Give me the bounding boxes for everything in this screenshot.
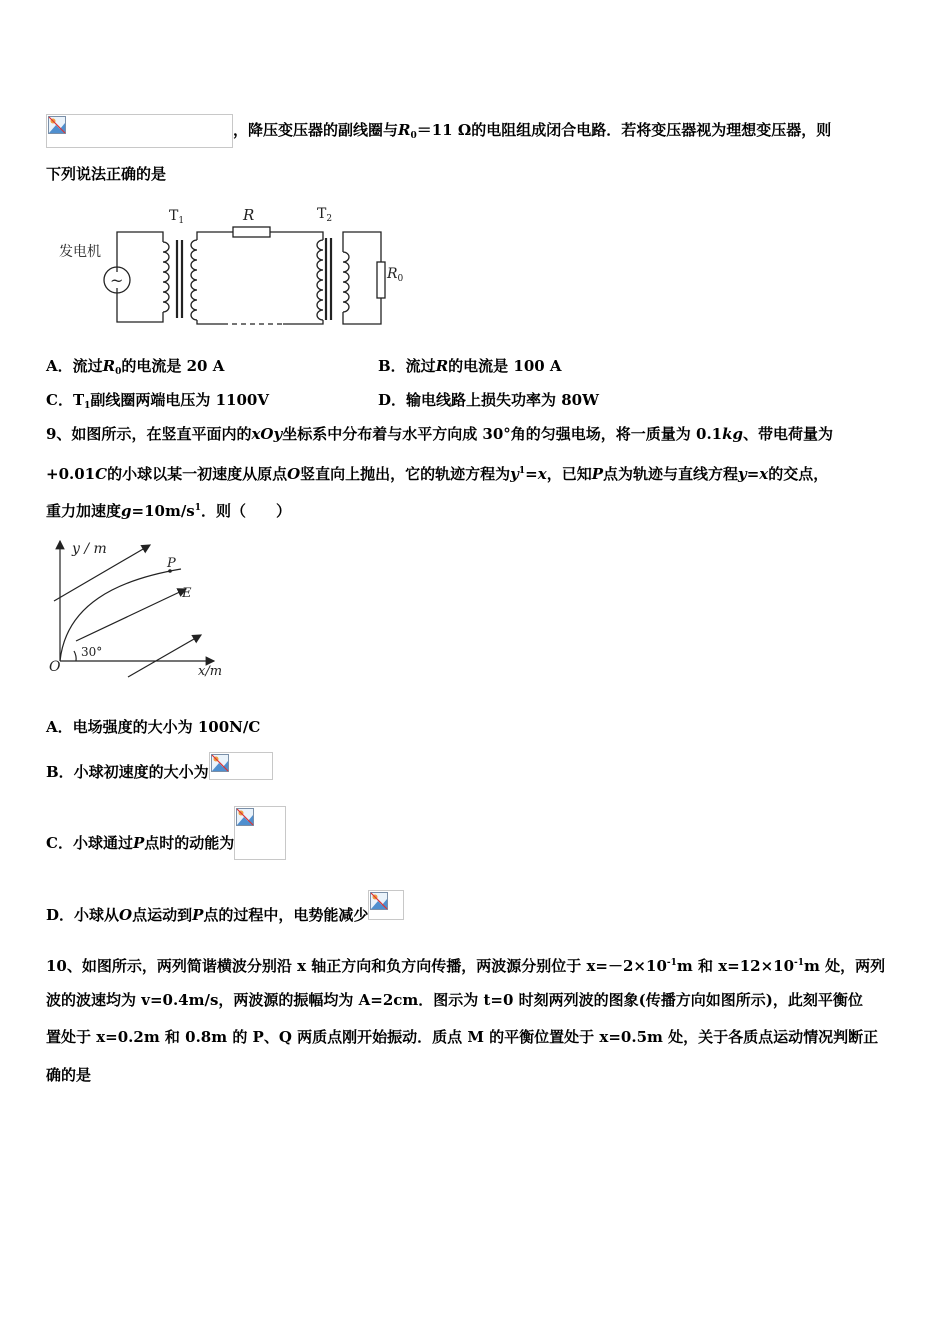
t1-label: $T_1$ (169, 208, 185, 226)
trajectory-graph (46, 535, 231, 685)
r-label: R (243, 206, 255, 224)
broken-image-placeholder (368, 890, 404, 920)
generator-label: 发电机 (59, 244, 101, 260)
origin-label: O (49, 659, 61, 675)
broken-image-placeholder (234, 806, 286, 860)
q9-option-d: D．小球从O点运动到P点的过程中，电势能减少 (46, 890, 404, 925)
q8-option-b: B．流过R的电流是 100 A (378, 357, 562, 375)
q8-option-c: C．$T_1$副线圈两端电压为 1100V (46, 391, 269, 411)
q8-intro-text: ，降压变压器的副线圈与 (233, 121, 399, 139)
broken-image-icon (236, 808, 254, 826)
q9-option-c: C．小球通过P点时的动能为 (46, 806, 286, 860)
q8-r0-symbol: R (398, 121, 411, 139)
q8-option-d: D．输电线路上损失功率为 80W (378, 391, 599, 409)
t2-label: $T_2$ (317, 206, 333, 224)
q10-line4: 确的是 (46, 1066, 92, 1084)
broken-image-icon (211, 754, 229, 772)
q8-r0-sub: 0 (410, 131, 417, 141)
q9-line2: +0.01C的小球以某一初速度从原点O竖直向上抛出，它的轨迹方程为$y^1=x$，已知P点为轨迹与直线方程y=x的交点， (46, 465, 829, 483)
field-e-label: E (182, 586, 192, 601)
q9-line1: 9、如图所示，在竖直平面内的xOy坐标系中分布着与水平方向成 30°角的匀强电场，将一质量为 0.1kg、带电荷量为 (46, 425, 834, 443)
q8-option-a: A．流过$R_0$的电流是 20 A (46, 357, 225, 377)
broken-image-icon (370, 892, 388, 910)
q10-line3: 置处于 x=0.2m 和 0.8m 的 P、Q 两质点刚开始振动．质点 M 的平衡位置处于 x=0.5m 处，关于各质点运动情况判断正 (46, 1028, 879, 1046)
point-p-label: P (167, 556, 176, 571)
q8-eq-text: ＝11 Ω的电阻组成闭合电路．若将变压器视为理想变压器，则 (416, 121, 832, 139)
r0-circuit-label: $R_0$ (387, 266, 404, 284)
broken-image-icon (48, 116, 66, 134)
y-axis-label: y / m (72, 541, 107, 557)
q10-line2: 波的波速均为 v=0.4m/s，两波源的振幅均为 A=2cm．图示为 t=0 时刻两列波的图象(传播方向如图所示)，此刻平衡位 (46, 991, 863, 1009)
q10-line1: 10、如图所示，两列简谐横波分别沿 x 轴正方向和负方向传播，两波源分别位于 $x=-2\times 10^{-1}m$ 和 $x=12\times 10^{-1}m$ 处，两列 (46, 957, 886, 975)
ac-symbol: ~ (110, 271, 124, 290)
transformer-circuit-diagram (55, 200, 415, 335)
q8-intro-line (46, 114, 831, 148)
broken-image-placeholder (209, 752, 273, 780)
q9-line3: 重力加速度$g=10m/s^1$．则（ ） (46, 502, 292, 520)
q8-line2: 下列说法正确的是 (46, 165, 167, 183)
angle-label: 30° (81, 645, 103, 659)
q9-option-b: B．小球初速度的大小为 (46, 752, 273, 782)
broken-image-placeholder (46, 114, 233, 148)
x-axis-label: x/m (198, 664, 223, 679)
q9-option-a: A．电场强度的大小为 100N/C (46, 718, 261, 736)
